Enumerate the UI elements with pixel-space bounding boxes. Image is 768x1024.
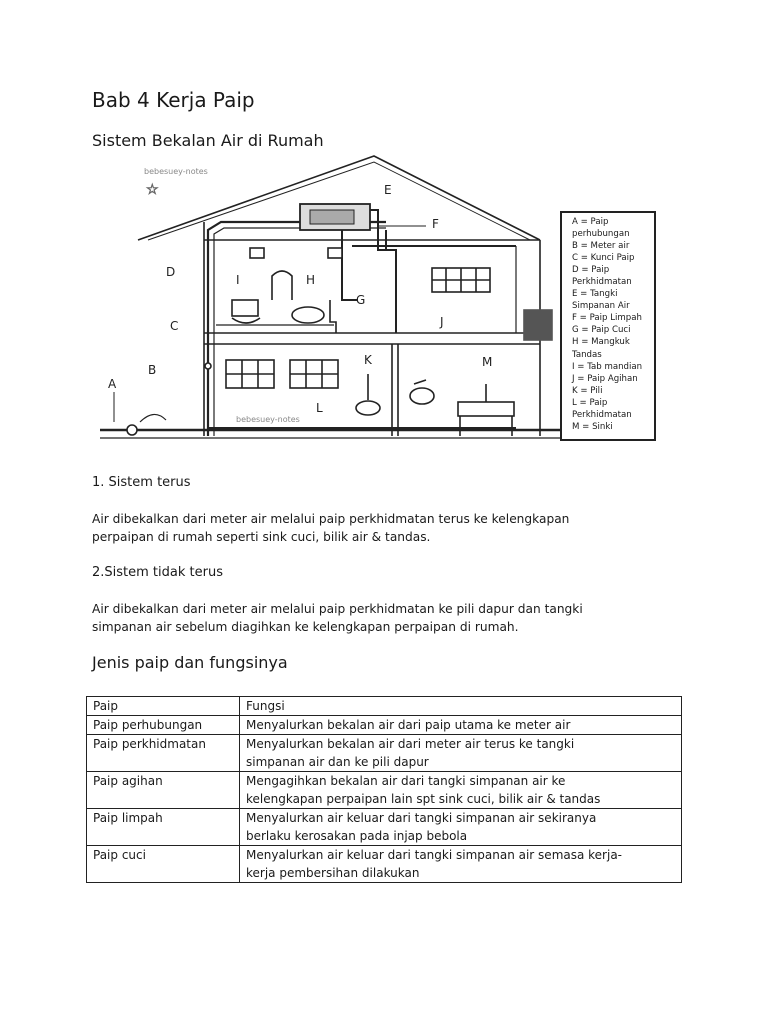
diagram-label-h: H bbox=[306, 273, 316, 287]
diagram-label-f: F bbox=[432, 217, 439, 231]
legend-line: K = Pili bbox=[572, 385, 603, 396]
table-cell-fungsi bbox=[240, 809, 682, 846]
table-row bbox=[87, 735, 682, 772]
cell-line: Menyalurkan bekalan air dari meter air terus ke tangki bbox=[246, 737, 575, 751]
star-icon: ☆ bbox=[146, 182, 159, 198]
cell-line: Mengagihkan bekalan air dari tangki simpanan air ke bbox=[246, 774, 566, 788]
cell-line: simpanan air dan ke pili dapur bbox=[246, 755, 429, 769]
watermark-bottom: bebesuey-notes bbox=[236, 415, 300, 424]
diagram-label-e: E bbox=[384, 183, 392, 197]
paragraph-line: simpanan air sebelum diagihkan ke kelengkapan perpaipan di rumah. bbox=[92, 620, 519, 634]
paragraph-line: Air dibekalkan dari meter air melalui paip perkhidmatan ke pili dapur dan tangki bbox=[92, 602, 583, 616]
watermark-top: bebesuey-notes bbox=[144, 167, 208, 176]
diagram-label-i: I bbox=[236, 273, 240, 287]
legend-line: F = Paip Limpah bbox=[572, 313, 642, 324]
section-subtitle: Sistem Bekalan Air di Rumah bbox=[92, 131, 324, 150]
table-row bbox=[87, 716, 682, 735]
diagram-legend bbox=[560, 211, 656, 441]
diagram-label-j: J bbox=[440, 315, 444, 329]
legend-line: L = Paip bbox=[572, 397, 608, 408]
diagram-label-l: L bbox=[316, 401, 323, 415]
diagram-label-c: C bbox=[170, 319, 179, 333]
legend-line: Perkhidmatan bbox=[572, 409, 632, 420]
diagram-label-g: G bbox=[356, 293, 366, 307]
table-cell-fungsi bbox=[240, 846, 682, 883]
section-heading-sistem-tidak-terus: 2.Sistem tidak terus bbox=[92, 565, 223, 580]
page-title: Bab 4 Kerja Paip bbox=[92, 88, 255, 112]
table-cell-fungsi bbox=[240, 735, 682, 772]
cell-line: Menyalurkan air keluar dari tangki simpanan air sekiranya bbox=[246, 811, 597, 825]
table-cell-paip: Paip agihan bbox=[87, 772, 240, 809]
table-cell-paip: Paip cuci bbox=[87, 846, 240, 883]
legend-line: I = Tab mandian bbox=[572, 361, 643, 372]
legend-line: B = Meter air bbox=[572, 241, 630, 252]
table-cell-paip: Paip limpah bbox=[87, 809, 240, 846]
legend-line: M = Sinki bbox=[572, 421, 613, 432]
legend-line: C = Kunci Paip bbox=[572, 253, 635, 264]
legend-line: E = Tangki bbox=[572, 289, 618, 300]
table-header-cell: Paip bbox=[87, 697, 240, 716]
table-row bbox=[87, 772, 682, 809]
diagram-label-a: A bbox=[108, 377, 117, 391]
cell-line: kerja pembersihan dilakukan bbox=[246, 866, 420, 880]
pipe-function-table bbox=[86, 696, 682, 883]
table-cell-fungsi bbox=[240, 772, 682, 809]
table-header-row bbox=[87, 697, 682, 716]
table-heading: Jenis paip dan fungsinya bbox=[92, 653, 288, 672]
legend-line: Tandas bbox=[572, 349, 602, 360]
table-row bbox=[87, 809, 682, 846]
legend-line: D = Paip bbox=[572, 265, 610, 276]
paragraph-line: perpaipan di rumah seperti sink cuci, bilik air & tandas. bbox=[92, 530, 431, 544]
table-header-cell: Fungsi bbox=[240, 697, 682, 716]
legend-line: Perkhidmatan bbox=[572, 277, 632, 288]
cell-line: kelengkapan perpaipan lain spt sink cuci, bilik air & tandas bbox=[246, 792, 601, 806]
legend-line: G = Paip Cuci bbox=[572, 325, 631, 336]
diagram-label-d: D bbox=[166, 265, 176, 279]
cell-line: berlaku kerosakan pada injap bebola bbox=[246, 829, 468, 843]
legend-line: H = Mangkuk bbox=[572, 337, 630, 348]
table-cell-paip: Paip perhubungan bbox=[87, 716, 240, 735]
legend-line: J = Paip Agihan bbox=[572, 373, 638, 384]
cell-line: Menyalurkan bekalan air dari paip utama ke meter air bbox=[246, 718, 571, 732]
cell-line: Menyalurkan air keluar dari tangki simpanan air semasa kerja- bbox=[246, 848, 623, 862]
section-heading-sistem-terus: 1. Sistem terus bbox=[92, 475, 191, 490]
paragraph-sistem-tidak-terus bbox=[92, 600, 672, 636]
legend-line: A = Paip bbox=[572, 217, 609, 227]
legend-line: Simpanan Air bbox=[572, 301, 630, 312]
table-cell-fungsi bbox=[240, 716, 682, 735]
table-cell-paip: Paip perkhidmatan bbox=[87, 735, 240, 772]
table-row bbox=[87, 846, 682, 883]
legend-line: perhubungan bbox=[572, 229, 630, 240]
paragraph-line: Air dibekalkan dari meter air melalui paip perkhidmatan terus ke kelengkapan bbox=[92, 512, 570, 526]
paragraph-sistem-terus bbox=[92, 510, 672, 546]
diagram-label-m: M bbox=[482, 355, 493, 369]
diagram-label-b: B bbox=[148, 363, 157, 377]
diagram-label-k: K bbox=[364, 353, 372, 367]
